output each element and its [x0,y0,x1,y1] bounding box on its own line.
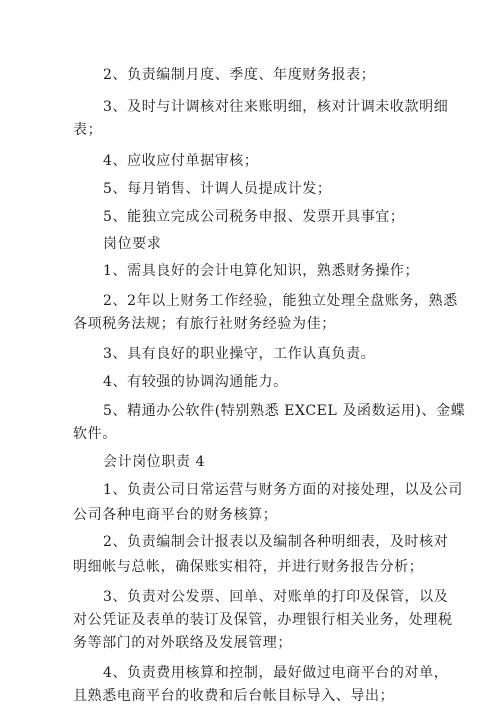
duty4-item-2: 2、负责编制会计报表以及编制各种明细表，及时核对 [103,534,449,550]
section-heading-duties-4: 会计岗位职责 4 [103,454,206,470]
duty4-item-4-cont: 且熟悉电商平台的收费和后台帐目标导入、导出； [73,688,395,704]
duty4-item-3: 3、负责对公发票、回单、对账单的打印及保管，以及 [103,589,449,605]
duty-item-5a: 5、每月销售、计调人员提成计发； [103,181,332,197]
duty4-item-3-cont2: 务等部门的对外联络及发展管理； [73,635,292,651]
req-item-5: 5、精通办公软件(特别熟悉 EXCEL 及函数运用)、金蝶 [103,403,466,419]
duty4-item-1: 1、负责公司日常运营与财务方面的对接处理，以及公司 [103,482,463,498]
duty4-item-4: 4、负责费用核算和控制，最好做过电商平台的对单， [103,665,449,681]
req-item-3: 3、具有良好的职业操守，工作认真负责。 [103,346,376,362]
req-item-5-cont: 软件。 [73,426,117,442]
duty-item-3-cont: 表； [73,122,103,138]
duty4-item-1-cont: 公司各种电商平台的财务核算； [73,507,278,523]
duty-item-2: 2、负责编制月度、季度、年度财务报表； [103,67,376,83]
duty-item-5b: 5、能独立完成公司税务申报、发票开具事宜； [103,209,405,225]
req-item-1: 1、需具良好的会计电算化知识，熟悉财务操作； [103,263,420,279]
req-item-2: 2、2年以上财务工作经验，能独立处理全盘账务，熟悉 [103,293,458,309]
duty-item-3: 3、及时与计调核对往来账明细，核对计调未收款明细 [103,99,449,115]
req-item-4: 4、有较强的协调沟通能力。 [103,374,288,390]
duty4-item-2-cont: 明细帐与总帐，确保账实相符，并进行财务报告分析； [73,559,424,575]
duty4-item-3-cont1: 对公凭证及表单的装订及保管，办理银行相关业务，处理税 [73,612,453,628]
section-heading-requirements: 岗位要求 [103,236,162,252]
duty-item-4: 4、应收应付单据审核； [103,153,259,169]
req-item-2-cont: 各项税务法规；有旅行社财务经验为佳； [73,316,336,332]
